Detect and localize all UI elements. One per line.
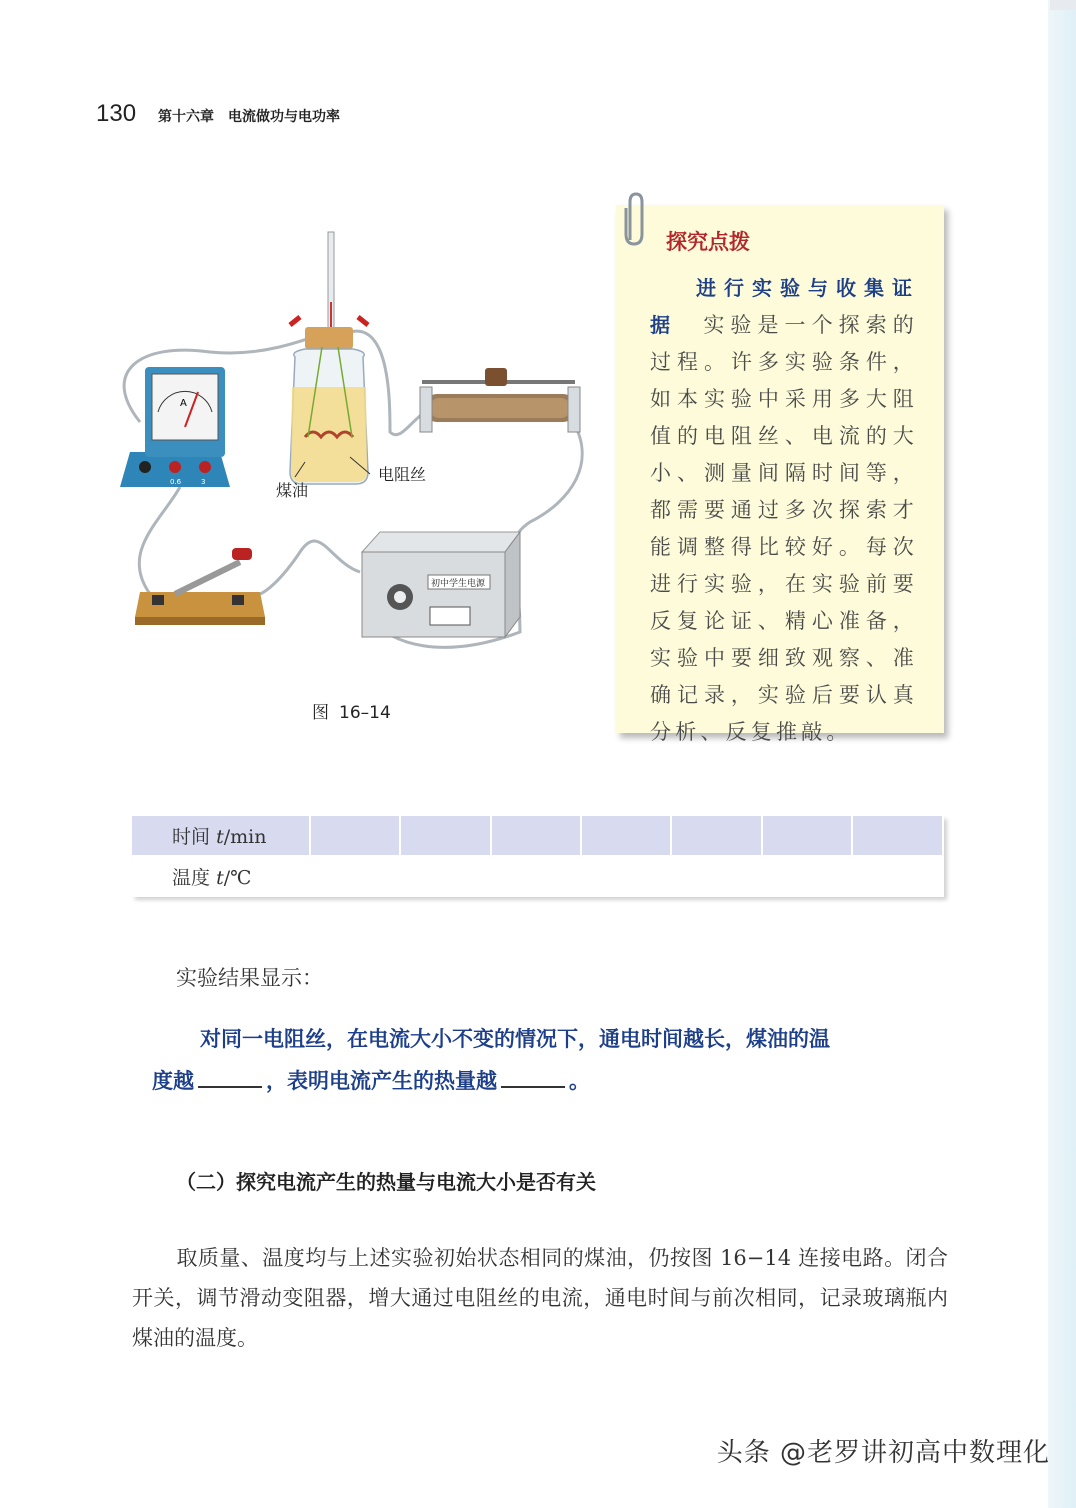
table-cell bbox=[762, 816, 852, 855]
circuit-illustration bbox=[100, 222, 600, 662]
figure-caption-number: 16–14 bbox=[339, 703, 391, 723]
table-temp-label: 温度 bbox=[172, 866, 211, 889]
data-table bbox=[132, 816, 944, 897]
figure-caption bbox=[312, 698, 401, 723]
ammeter-terminal-high: 3 bbox=[201, 478, 206, 486]
answer-blank-2[interactable] bbox=[501, 1068, 565, 1088]
table-row-temperature bbox=[132, 855, 943, 897]
power-supply-label: 初中学生电源 bbox=[431, 579, 486, 589]
label-resistance-wire: 电阻丝 bbox=[378, 465, 427, 484]
table-cell bbox=[581, 816, 671, 855]
table-cell bbox=[491, 816, 581, 855]
answer-blank-1[interactable] bbox=[198, 1068, 262, 1088]
ammeter-unit-label: A bbox=[180, 398, 187, 409]
ammeter bbox=[120, 367, 230, 487]
table-time-unit: /min bbox=[223, 826, 267, 848]
table-cell bbox=[581, 855, 671, 897]
power-supply bbox=[362, 532, 520, 637]
conclusion-text-c: 。 bbox=[569, 1068, 590, 1093]
wire-supply-to-switch bbox=[260, 541, 360, 594]
section-title: （二）探究电流产生的热量与电流大小是否有关 bbox=[176, 1170, 596, 1194]
knife-switch bbox=[135, 548, 265, 625]
tip-heading-part1: 进行实验与收集证 bbox=[694, 276, 918, 300]
table-header-temperature bbox=[132, 855, 310, 897]
tip-text: 实验是一个探索的过程。许多实验条件，如本实验中采用多大阻值的电阻丝、电流的大小、测量间隔时间等，都需要通过多次探索才能调整得比较好。每次进行实验，在实验前要反复论证、精心准备，实验中要细致观察、准确记录，实验后要认真分析、反复推敲。 bbox=[650, 313, 918, 744]
body-paragraph-text: 取质量、温度均与上述实验初始状态相同的煤油，仍按图 16−14 连接电路。闭合开关，调节滑动变阻器，增大通过电阻丝的电流，通电时间与前次相同，记录玻璃瓶内煤油的温度。 bbox=[132, 1246, 948, 1350]
conclusion-fill-in bbox=[152, 1018, 952, 1102]
table-row-time bbox=[132, 816, 943, 855]
conclusion-text-b: ，表明电流产生的热量越 bbox=[266, 1068, 497, 1093]
table-header-time bbox=[132, 816, 310, 855]
page-number: 130 bbox=[96, 100, 137, 127]
table-cell bbox=[852, 816, 943, 855]
label-oil: 煤油 bbox=[276, 481, 309, 500]
watermark: 头条 @老罗讲初高中数理化 bbox=[716, 1438, 1050, 1468]
glass-bottle bbox=[290, 232, 368, 484]
paperclip-icon bbox=[620, 190, 650, 250]
results-intro: 实验结果显示： bbox=[176, 966, 323, 990]
conclusion-line-1: 对同一电阻丝，在电流大小不变的情况下，通电时间越长，煤油的温 bbox=[200, 1026, 830, 1051]
conclusion-line-2 bbox=[152, 1060, 952, 1102]
table-cell bbox=[491, 855, 581, 897]
table-cell bbox=[671, 855, 761, 897]
table-cell bbox=[400, 855, 490, 897]
table-cell bbox=[852, 855, 943, 897]
chapter-title: 第十六章 电流做功与电功率 bbox=[158, 109, 341, 125]
table-time-label: 时间 bbox=[172, 826, 211, 848]
tip-heading-part2: 据 bbox=[650, 313, 678, 337]
table-cell bbox=[310, 855, 400, 897]
tip-title: 探究点拨 bbox=[666, 229, 750, 254]
table-cell bbox=[400, 816, 490, 855]
page-corner bbox=[1050, 0, 1076, 10]
table-cell bbox=[762, 855, 852, 897]
page-header bbox=[96, 100, 340, 134]
wire-switch-to-ammeter bbox=[139, 487, 180, 594]
tip-body bbox=[650, 270, 918, 751]
table-temp-var: t bbox=[216, 866, 224, 889]
table-time-var: t bbox=[216, 826, 224, 848]
ammeter-terminal-low: 0.6 bbox=[170, 478, 182, 486]
table-cell bbox=[310, 816, 400, 855]
figure-caption-prefix: 图 bbox=[312, 703, 329, 723]
body-paragraph bbox=[132, 1238, 948, 1358]
conclusion-text-a: 度越 bbox=[152, 1068, 194, 1093]
table-temp-unit: /℃ bbox=[223, 866, 252, 889]
table-cell bbox=[671, 816, 761, 855]
sliding-rheostat bbox=[420, 368, 580, 432]
circuit-diagram bbox=[100, 222, 600, 662]
page-edge-stripe bbox=[1048, 0, 1076, 1508]
